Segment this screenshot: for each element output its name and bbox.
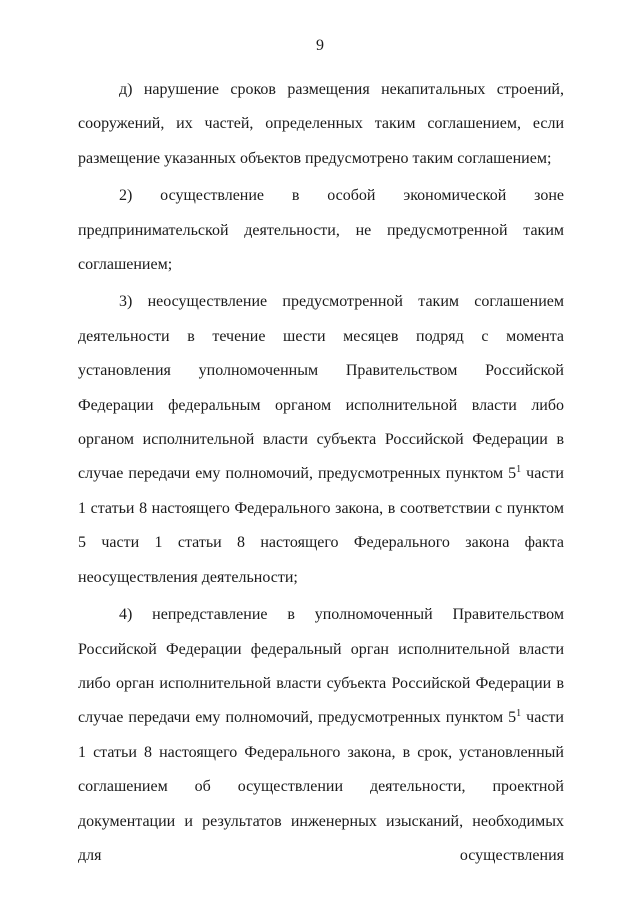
paragraph-4-text-start: 4) непредставление в уполномоченный Правительством Российской Федерации федеральный орган исполнительной власти либо орган исполнительной власти субъекта Российской Федерации в случае передачи ему полномочий, предусмотренных пунктом 5 xyxy=(78,606,564,727)
page-number: 9 xyxy=(316,37,324,54)
paragraph-3-non-performance xyxy=(78,285,564,595)
paragraph-3-text-start: 3) неосуществление предусмотренной таким соглашением деятельности в течение шести месяцев подряд с момента установления уполномоченным Правительством Российской Федерации федеральным органом исполнительной власти либо органом исполнительной власти субъекта Российской Федерации в случае передачи ему полномочий, предусмотренных пунктом 5 xyxy=(78,293,564,483)
paragraph-4-text-end: части 1 статьи 8 настоящего Федерального закона, в срок, установленный соглашением об осуществлении деятельности, проектной документации и результатов инженерных изысканий, необходимых для осуществления xyxy=(78,709,564,864)
paragraph-3-text-end: части 1 статьи 8 настоящего Федерального закона, в соответствии с пунктом 5 части 1 статьи 8 настоящего Федерального закона факта неосуществления деятельности; xyxy=(78,465,564,586)
paragraph-d-violation: д) нарушение сроков размещения некапитальных строений, сооружений, их частей, определенных таким соглашением, если размещение указанных объектов предусмотрено таким соглашением; xyxy=(78,81,564,167)
paragraph-2-unauthorized-activity: 2) осуществление в особой экономической зоне предпринимательской деятельности, не предусмотренной таким соглашением; xyxy=(78,187,564,274)
document-body xyxy=(78,73,564,873)
paragraph-4-non-submission xyxy=(78,598,564,873)
superscript-1: 1 xyxy=(516,464,522,476)
superscript-1: 1 xyxy=(516,708,522,720)
